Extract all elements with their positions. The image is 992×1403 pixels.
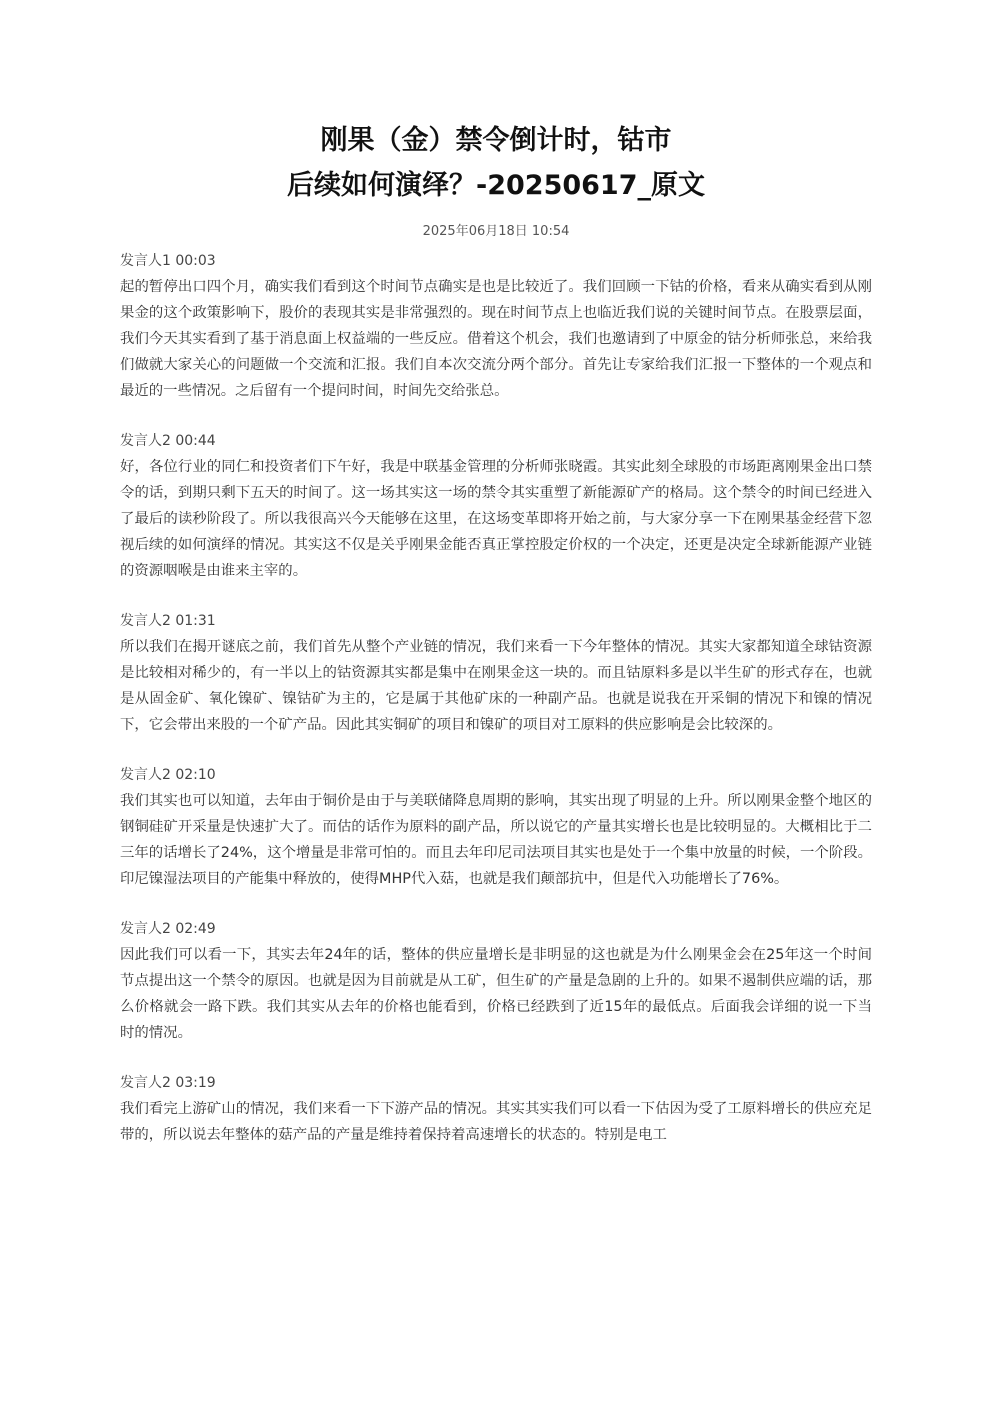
speaker-timestamp: 发言人2 02:10: [120, 767, 216, 783]
speaker-timestamp: 发言人2 01:31: [120, 613, 216, 629]
title-line-1: 刚果（金）禁令倒计时，钴市: [320, 125, 672, 156]
speaker-timestamp: 发言人2 02:49: [120, 921, 216, 937]
transcript-paragraph: 起的暂停出口四个月，确实我们看到这个时间节点确实是也是比较近了。我们回顾一下钴的价格，看来从确实看到从刚果金的这个政策影响下，股价的表现其实是非常强烈的。现在时间节点上也临近我们说的关键时间节点。在股票层面，我们今天其实看到了基于消息面上权益端的一些反应。借着这个机会，我们也邀请到了中原金的钴分析师张总，来给我们做就大家关心的问题做一个交流和汇报。我们自本次交流分两个部分。首先让专家给我们汇报一下整体的一个观点和最近的一些情况。之后留有一个提问时间，时间先交给张总。: [120, 279, 872, 399]
transcript-paragraph: 我们看完上游矿山的情况，我们来看一下下游产品的情况。其实其实我们可以看一下估因为受了工原料增长的供应充足带的，所以说去年整体的菇产品的产量是维持着保持着高速增长的状态的。特别是电工: [120, 1101, 872, 1143]
speaker-timestamp: 发言人2 00:44: [120, 433, 216, 449]
transcript-section: [120, 248, 872, 404]
speaker-timestamp: 发言人1 00:03: [120, 253, 216, 269]
transcript-section: [120, 762, 872, 892]
transcript-paragraph: 所以我们在揭开谜底之前，我们首先从整个产业链的情况，我们来看一下今年整体的情况。其实大家都知道全球钴资源是比较相对稀少的，有一半以上的钴资源其实都是集中在刚果金这一块的。而且钴原料多是以半生矿的形式存在，也就是从固金矿、氧化镍矿、镍钴矿为主的，它是属于其他矿床的一种副产品。也就是说我在开采铜的情况下和镍的情况下，它会带出来股的一个矿产品。因此其实铜矿的项目和镍矿的项目对工原料的供应影响是会比较深的。: [120, 639, 872, 733]
transcript-section: [120, 428, 872, 584]
transcript-section: [120, 1070, 872, 1148]
document-page: [120, 118, 872, 1148]
transcript-paragraph: 好，各位行业的同仁和投资者们下午好，我是中联基金管理的分析师张晓霞。其实此刻全球股的市场距离刚果金出口禁令的话，到期只剩下五天的时间了。这一场其实这一场的禁令其实重塑了新能源矿产的格局。这个禁令的时间已经进入了最后的读秒阶段了。所以我很高兴今天能够在这里，在这场变革即将开始之前，与大家分享一下在刚果基金经营下忽视后续的如何演绎的情况。其实这不仅是关乎刚果金能否真正掌控股定价权的一个决定，还更是决定全球新能源产业链的资源咽喉是由谁来主宰的。: [120, 459, 872, 579]
transcript-section: [120, 608, 872, 738]
transcript-section: [120, 916, 872, 1046]
title-line-2: 后续如何演绎？-20250617_原文: [287, 170, 705, 201]
document-title: [120, 118, 872, 208]
transcript-paragraph: 我们其实也可以知道，去年由于铜价是由于与美联储降息周期的影响，其实出现了明显的上升。所以刚果金整个地区的钢铜硅矿开采量是快速扩大了。而估的话作为原料的副产品，所以说它的产量其实增长也是比较明显的。大概相比于二三年的话增长了24%，这个增量是非常可怕的。而且去年印尼司法项目其实也是处于一个集中放量的时候，一个阶段。印尼镍湿法项目的产能集中释放的，使得MHP代入菇，也就是我们颠部抗中，但是代入功能增长了76%。: [120, 793, 872, 887]
transcript-paragraph: 因此我们可以看一下，其实去年24年的话，整体的供应量增长是非明显的这也就是为什么刚果金会在25年这一个时间节点提出这一个禁令的原因。也就是因为目前就是从工矿，但生矿的产量是急剧的上升的。如果不遏制供应端的话，那么价格就会一路下跌。我们其实从去年的价格也能看到，价格已经跌到了近15年的最低点。后面我会详细的说一下当时的情况。: [120, 947, 872, 1041]
document-date: 2025年06月18日 10:54: [422, 224, 570, 239]
speaker-timestamp: 发言人2 03:19: [120, 1075, 216, 1091]
